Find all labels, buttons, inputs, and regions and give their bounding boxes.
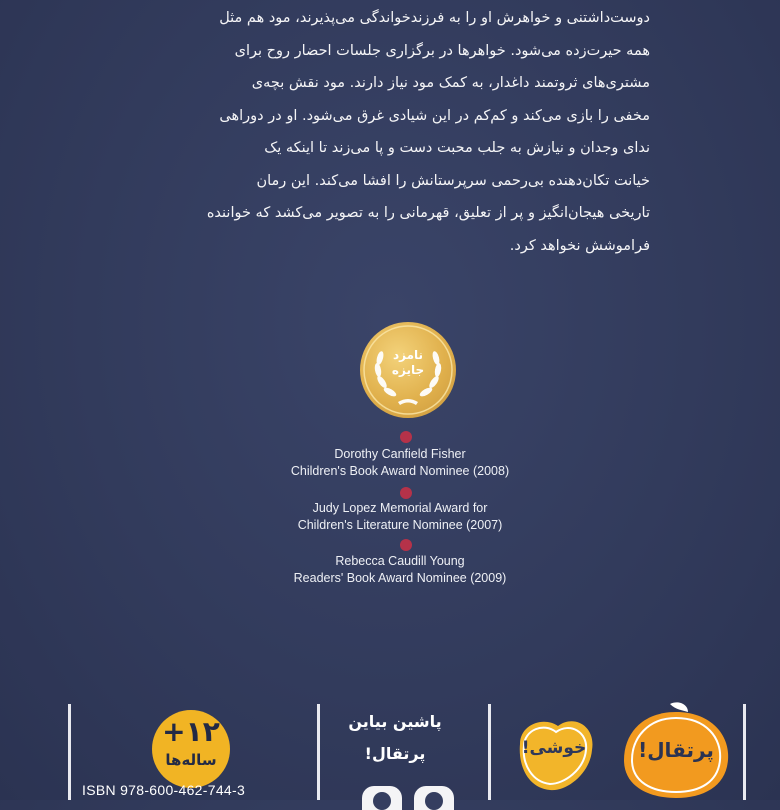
award-name: Rebecca Caudill Young xyxy=(335,554,465,568)
medal-label xyxy=(378,348,438,378)
publisher-slogan xyxy=(330,706,460,770)
slogan-line: پاشین بیاین xyxy=(348,712,442,731)
award-bullet xyxy=(400,539,412,551)
synopsis-line: مخفی را بازی می‌کند و کم‌کم در این شیادی غرق می‌شود. او در دوراهی xyxy=(219,107,650,124)
synopsis-line: ندای وجدان و نیازش به جلب محبت دست و پا می‌زند تا اینکه یک xyxy=(264,140,650,156)
isbn-number: ISBN 978-600-462-744-3 xyxy=(82,782,246,798)
award-bullet xyxy=(400,431,412,443)
synopsis-paragraph xyxy=(150,0,650,262)
porteghal-logo xyxy=(614,698,738,800)
medal-label-line: نامزد xyxy=(392,348,424,362)
synopsis-line: همه حیرت‌زده می‌شود. خواهرها در برگزاری جلسات احضار روح برای xyxy=(234,42,650,59)
award-nominee-medal xyxy=(360,322,456,418)
synopsis-line: دوست‌داشتنی و خواهرش او را به فرزندخواندگی می‌پذیرند، مود هم مثل xyxy=(219,10,650,26)
footer-divider xyxy=(68,704,71,800)
synopsis-line: خیانت تکان‌دهنده بی‌رحمی سرپرستانش را افشا می‌کند. این رمان xyxy=(256,172,650,189)
porteghal-logo-text: پرتقال! xyxy=(638,738,714,762)
age-rating-badge xyxy=(152,710,230,788)
award-detail: Children's Literature Nominee (2007) xyxy=(297,518,503,532)
age-rating-number: +۱۲ xyxy=(162,715,220,748)
award-name: Judy Lopez Memorial Award for xyxy=(312,501,488,515)
award-bullet xyxy=(400,487,412,499)
khoshi-logo xyxy=(506,704,602,800)
footer-divider xyxy=(488,704,491,800)
award-item xyxy=(240,500,560,534)
award-name: Dorothy Canfield Fisher xyxy=(334,447,466,461)
footer-divider xyxy=(743,704,746,800)
instagram-icon[interactable] xyxy=(362,786,402,810)
medal-label-line: جایزه xyxy=(391,363,425,377)
age-rating-label: ساله‌ها xyxy=(165,751,217,769)
khoshi-logo-text: خوشی! xyxy=(521,738,587,758)
award-detail: Children's Book Award Nominee (2008) xyxy=(290,464,510,478)
award-detail: Readers' Book Award Nominee (2009) xyxy=(293,571,507,585)
synopsis-line: تاریخی هیجان‌انگیز و پر از تعلیق، قهرمانی را به تصویر می‌کشد که خواننده xyxy=(206,205,650,221)
synopsis-line: مشتری‌های ثروتمند داغدار، به کمک مود نیاز دارند. مود نقش بچه‌ی xyxy=(251,75,650,91)
award-item xyxy=(240,553,560,587)
synopsis-line: فراموشش نخواهد کرد. xyxy=(509,237,650,254)
footer-divider xyxy=(317,704,320,800)
slogan-line: پرتقال! xyxy=(364,744,426,763)
award-item xyxy=(240,446,560,480)
telegram-icon[interactable] xyxy=(414,786,454,810)
